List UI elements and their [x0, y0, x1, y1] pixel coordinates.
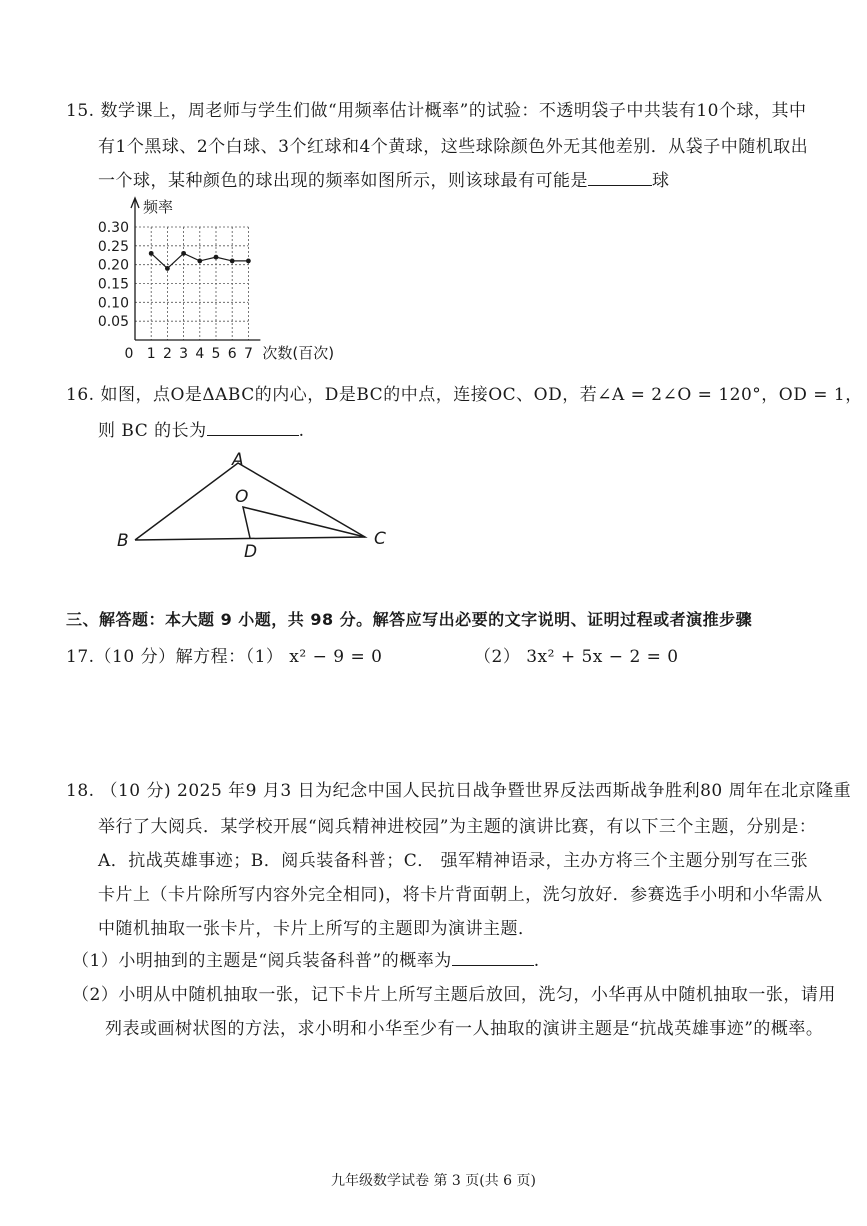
x-tick-label-3: 3 [179, 346, 189, 362]
q18-sub-1-suffix: . [533, 951, 540, 971]
frequency-chart [90, 190, 360, 365]
q18-line-1: 18. （10 分) 2025 年9 月3 日为纪念中国人民抗日战争暨世界反法西斯战争胜利80 周年在北京隆重 [66, 781, 852, 801]
q15-line-2: 有1个黑球、2个白球、3个红球和4个黄球，这些球除颜色外无其他差别．从袋子中随机取出 [98, 137, 809, 157]
q16-line-2 [98, 416, 305, 441]
data-point-7 [246, 259, 251, 264]
x-tick-label-4: 4 [195, 346, 205, 362]
q18-sub-1-text: （1）小明抽到的主题是“阅兵装备科普”的概率为 [72, 951, 452, 971]
y-tick-label-4: 0.25 [97, 238, 129, 255]
data-point-1 [149, 251, 154, 256]
q17-part-2: （2） 3x² + 5x − 2 = 0 [474, 647, 679, 667]
q18-line-4: 卡片上（卡片除所写内容外完全相同)，将卡片背面朝上，洗匀放好．参赛选手小明和小华需从 [98, 885, 823, 905]
vertex-label-b: B [117, 531, 129, 551]
data-point-6 [230, 259, 235, 264]
q17-part-1: 17.（10 分）解方程：（1） x² − 9 = 0 [66, 647, 383, 667]
q16-line-1: 16. 如图，点O是ΔABC的内心，D是BC的中点，连接OC、OD，若∠A = 2∠O = 120°，OD = 1， [66, 385, 863, 405]
q18-answer-blank [452, 949, 534, 966]
y-tick-label-1: 0.10 [97, 295, 129, 312]
triangle-figure [110, 445, 400, 565]
q18-sub-1 [72, 946, 540, 971]
q18-line-5: 中随机抽取一张卡片，卡片上所写的主题即为演讲主题． [98, 919, 536, 939]
y-tick-label-0: 0.05 [97, 314, 129, 331]
q18-line-3: A．抗战英雄事迹；B．阅兵装备科普；C． 强军精神语录，主办方将三个主题分别写在三张 [98, 851, 809, 871]
q15-line-3 [98, 166, 670, 191]
section-3-heading: 三、解答题：本大题 9 小题，共 98 分。解答应写出必要的文字说明、证明过程或者演推步骤 [66, 610, 753, 629]
x-tick-label-1: 1 [146, 346, 156, 362]
q15-answer-blank [588, 169, 652, 186]
x-tick-label-5: 5 [211, 346, 221, 362]
q15-line-3-text: 一个球，某种颜色的球出现的频率如图所示，则该球最有可能是 [98, 171, 588, 191]
vertex-label-c: C [374, 529, 386, 549]
point-label-o: O [235, 487, 249, 507]
chart-grid [135, 227, 248, 340]
y-tick-label-2: 0.15 [97, 276, 129, 293]
q15-line-1: 15. 数学课上，周老师与学生们做“用频率估计概率”的试验：不透明袋子中共装有10个球，其中 [66, 101, 807, 121]
chart-x-axis-label: 次数(百次) [262, 344, 335, 362]
vertex-label-a: A [232, 450, 244, 470]
q16-line-2-suffix: . [298, 421, 305, 441]
chart-y-axis-label: 频率 [143, 198, 174, 216]
x-tick-label-6: 6 [227, 346, 237, 362]
y-tick-label-5: 0.30 [97, 220, 129, 236]
chart-tick-labels [98, 220, 253, 362]
q18-sub-2-line-2: 列表或画树状图的方法，求小明和小华至少有一人抽取的演讲主题是“抗战英雄事迹”的概率。 [105, 1019, 824, 1039]
data-point-2 [165, 266, 170, 271]
y-tick-label-3: 0.20 [97, 257, 129, 274]
q18-sub-2-line-1: （2）小明从中随机抽取一张，记下卡片上所写主题后放回，洗匀，小华再从中随机抽取一张，请用 [72, 985, 836, 1005]
chart-axes [131, 198, 260, 340]
q18-line-2: 举行了大阅兵．某学校开展“阅兵精神进校园”为主题的演讲比赛，有以下三个主题，分别是： [98, 817, 817, 837]
data-point-3 [181, 251, 186, 256]
x-tick-label-7: 7 [243, 346, 253, 362]
q16-answer-blank [207, 419, 299, 436]
q16-line-2-text: 则 BC 的长为 [98, 421, 207, 441]
page-footer: 九年级数学试卷 第 3 页(共 6 页) [331, 1173, 536, 1189]
data-point-5 [214, 255, 219, 260]
data-point-4 [197, 259, 202, 264]
segments-oc-od [243, 507, 365, 538]
x-tick-label-2: 2 [162, 346, 172, 362]
point-label-d: D [244, 542, 258, 562]
q15-line-3-suffix: 球 [652, 171, 670, 191]
x-tick-label-0: 0 [124, 346, 134, 362]
